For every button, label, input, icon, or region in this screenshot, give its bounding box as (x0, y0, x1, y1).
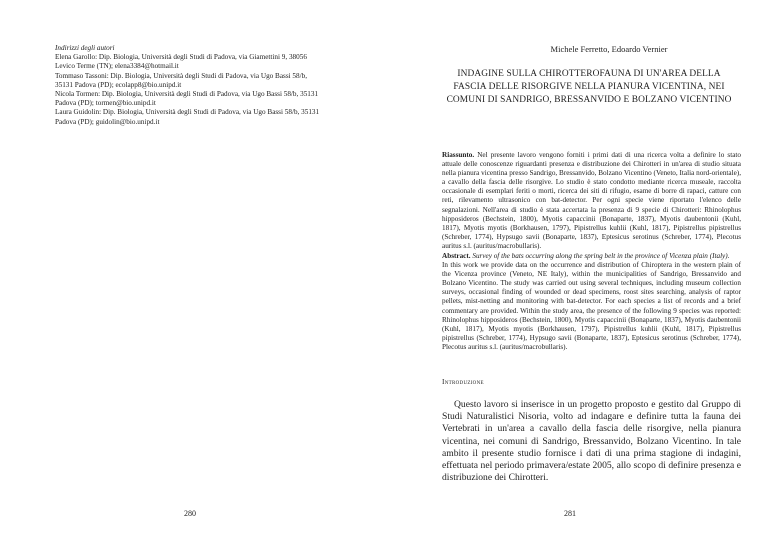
abstract-text: In this work we provide data on the occurrence and distribution of Chiroptera in the western plain of the Vicenza province (Veneto, NE Italy), within the municipalities of Sandrigo, Bressanvido and Bolzano Vicentino. The study was carried out using several techniques, including museum collection surveys, occasional finding of wounded or dead specimens, roost sites searching, analysis of raptor pellets, mist-netting and monitoring with bat-detector. For each species a list of records and a brief commentary are provided. Within the study area, the presence of the following 9 species was reported: Rhinolophus hipposideros (Bechstein, 1800), Myotis capaccinii (Bonaparte, 1837), Myotis daubentonii (Kuhl, 1817), Myotis myotis (Borkhausen, 1797), Pipistrellus kuhlii (Kuhl, 1817), Pipistrellus pipistrellus (Schreber, 1774), Hypsugo savii (Bonaparte, 1837), Eptesicus serotinus (Schreber, 1774), Plecotus auritus s.l. (auritus/macrobullaris). (442, 261, 741, 351)
article-title: INDAGINE SULLA CHIROTTEROFAUNA DI UN'AREA DELLA FASCIA DELLE RISORGIVE NELLA PIANURA VICENTINA, NEI COMUNI DI SANDRIGO, BRESSANVIDO E BOLZANO VICENTINO (446, 69, 732, 105)
riassunto-text: Nel presente lavoro vengono forniti i primi dati di una ricerca volta a definire lo stato attuale delle conoscenze riguardanti presenza e distribuzione dei Chirotteri in un'area di studio situata nella pianura vicentina presso Sandrigo, Bressanvido, Bolzano Vicentino (Veneto, Italia nord-orientale), a cavallo della fascia delle risorgive. Lo studio è stato condotto mediante ricerca museale, raccolta occasionale di esemplari feriti o morti, ricerca dei siti di rifugio, esame di borre di rapaci, catture con reti, rilevamento ultrasonico con bat-detector. Per ogni specie viene riportato l'elenco delle segnalazioni. Nell'area di studio è stata accertata la presenza di 9 specie di Chirotteri: Rhinolophus hipposideros (Bechstein, 1800), Myotis capaccinii (Bonaparte, 1837), Myotis daubentonii (Kuhl, 1817), Myotis myotis (Borkhausen, 1797), Pipistrellus kuhlii (Kuhl, 1817), Pipistrellus pipistrellus (Schreber, 1774), Hypsugo savii (Bonaparte, 1837), Eptesicus serotinus (Schreber, 1774), Plecotus auritus s.l. (auritus/macrobullaris). (442, 151, 741, 250)
author-addresses (55, 44, 325, 127)
abstract-block (442, 252, 741, 352)
intro-paragraph: Questo lavoro si inserisce in un progetto proposto e gestito dal Gruppo di Studi Naturalistici Nisoria, volto ad indagare e definire tutta la fauna dei Vertebrati in un'area a cavallo della fascia delle risorgive, nella pianura vicentina, nei comuni di Sandrigo, Bressanvido, Bolzano Vicentino. In tale ambito il presente studio fornisce i dati di una prima stagione di indagini, effettuata nel periodo primavera/estate 2005, allo scopo di definire presenza e distribuzione dei Chirotteri. (442, 399, 741, 484)
section-heading: Introduzione (442, 377, 484, 386)
riassunto-block (442, 151, 741, 251)
page-number: 280 (184, 509, 196, 518)
address-entry: Tommaso Tassoni: Dip. Biologia, Università degli Studi di Padova, via Ugo Bassi 58/b, 35131 Padova (PD); ecolapp8@bio.unipd.it (55, 71, 308, 89)
address-entry: Elena Garollo: Dip. Biologia, Università degli Studi di Padova, via Giamettini 9, 38056 Levico Terme (TN); elena3384@hotmail.it (55, 53, 307, 71)
abstract-label: Abstract. (442, 252, 471, 260)
article-authors: Michele Ferretto, Edoardo Vernier (550, 44, 668, 54)
page-number: 281 (564, 509, 576, 518)
riassunto-label: Riassunto. (442, 151, 475, 159)
address-heading: Indirizzi degli autori (55, 44, 115, 52)
address-entry: Laura Guidolin: Dip. Biologia, Università degli Studi di Padova, via Ugo Bassi 58/b, 35131 Padova (PD); guidolin@bio.unipd.it (55, 108, 320, 126)
abstract-title: Survey of the bats occurring along the spring belt in the province of Vicenza plain (Italy). (472, 252, 730, 260)
address-entry: Nicola Tormen: Dip. Biologia, Università degli Studi di Padova, via Ugo Bassi 58/b, 35131 Padova (PD); tormen@bio.unipd.it (55, 90, 319, 108)
right-page (384, 0, 768, 542)
